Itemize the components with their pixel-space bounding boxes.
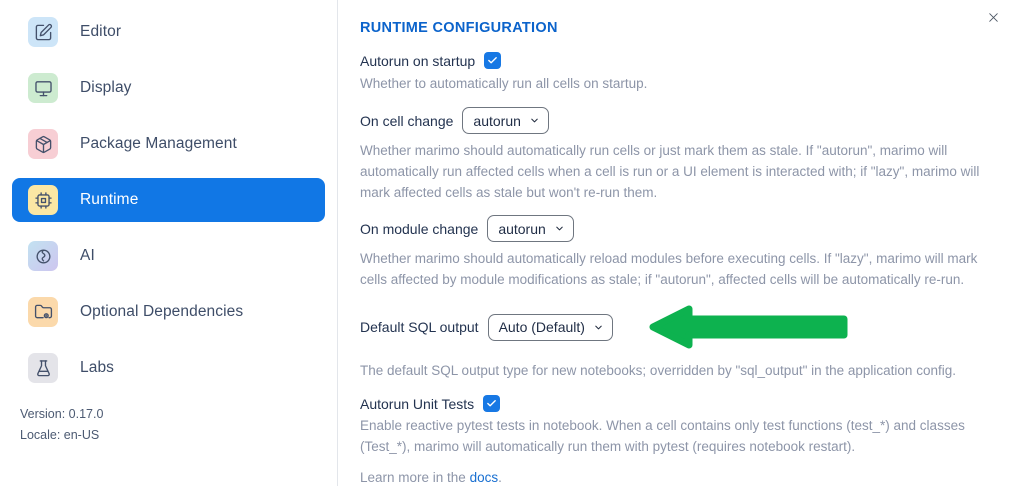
sidebar-item-ai[interactable] [12, 234, 325, 278]
package-icon [28, 129, 58, 159]
sidebar-item-label: Package Management [80, 135, 237, 152]
settings-sidebar [0, 0, 338, 486]
autorun-on-startup-checkbox[interactable] [484, 52, 501, 69]
sidebar-item-label: AI [80, 247, 95, 264]
default-sql-output-select[interactable] [488, 314, 613, 341]
edit-icon [28, 17, 58, 47]
autorun-unit-tests-description: Enable reactive pytest tests in notebook. When a cell contains only test functions (test_*) and classes (Test_*), marimo will automatically run them with pytest (requires notebook restart). [360, 418, 965, 454]
learn-more-text [360, 470, 992, 485]
learn-more-suffix: . [498, 470, 502, 485]
green-arrow-annotation-icon [644, 302, 854, 352]
sidebar-item-label: Editor [80, 23, 122, 40]
chevron-down-icon [593, 322, 604, 333]
page-title: RUNTIME CONFIGURATION [360, 20, 558, 36]
autorun-unit-tests-field [360, 395, 992, 412]
autorun-on-startup-field [360, 52, 992, 69]
sidebar-item-package-management[interactable] [12, 122, 325, 166]
sidebar-meta [12, 404, 325, 446]
runtime-configuration-panel [360, 0, 992, 485]
sidebar-item-labs[interactable] [12, 346, 325, 390]
chevron-down-icon [554, 223, 565, 234]
chevron-down-icon [529, 115, 540, 126]
learn-more-prefix: Learn more in the [360, 470, 470, 485]
sidebar-item-label: Optional Dependencies [80, 303, 244, 320]
close-button[interactable] [985, 9, 1001, 25]
checkmark-icon [486, 398, 497, 409]
checkmark-icon [487, 55, 498, 66]
sidebar-item-label: Labs [80, 359, 115, 376]
flask-icon [28, 353, 58, 383]
sidebar-item-optional-dependencies[interactable] [12, 290, 325, 334]
autorun-on-startup-description: Whether to automatically run all cells on startup. [360, 76, 648, 91]
sidebar-item-runtime[interactable] [12, 178, 325, 222]
on-cell-change-field [360, 107, 992, 134]
version-label: Version: 0.17.0 [20, 407, 104, 421]
sidebar-item-label: Display [80, 79, 132, 96]
autorun-unit-tests-label: Autorun Unit Tests [360, 395, 475, 412]
autorun-on-startup-label: Autorun on startup [360, 52, 476, 69]
docs-link[interactable]: docs [469, 470, 499, 485]
on-module-change-description: Whether marimo should automatically reload modules before executing cells. If "lazy", marimo will mark cells affected by module modifications as stale; if "autorun", affected cells will be automatically re-run. [360, 251, 978, 287]
cpu-icon [28, 185, 58, 215]
default-sql-output-description: The default SQL output type for new notebooks; overridden by "sql_output" in the application config. [360, 363, 956, 378]
on-cell-change-select[interactable] [462, 107, 548, 134]
monitor-icon [28, 73, 58, 103]
folder-icon [28, 297, 58, 327]
on-cell-change-description: Whether marimo should automatically run cells or just mark them as stale. If "autorun", marimo will automatically run affected cells when a cell is run or a UI element is interacted with; if "lazy", marimo will mark affected cells as stale but won't re-run them. [360, 143, 980, 200]
locale-label: Locale: en-US [20, 428, 100, 442]
sidebar-item-display[interactable] [12, 66, 325, 110]
on-module-change-select[interactable] [487, 215, 573, 242]
on-cell-change-value: autorun [473, 112, 521, 129]
on-module-change-field [360, 215, 992, 242]
default-sql-output-field [360, 302, 992, 352]
brain-icon [28, 241, 58, 271]
default-sql-output-value: Auto (Default) [498, 319, 585, 335]
on-module-change-label: On module change [360, 220, 479, 237]
default-sql-output-label: Default SQL output [360, 319, 479, 335]
sidebar-item-editor[interactable] [12, 10, 325, 54]
on-cell-change-label: On cell change [360, 112, 454, 129]
sidebar-item-label: Runtime [80, 191, 139, 208]
autorun-unit-tests-checkbox[interactable] [483, 395, 500, 412]
close-icon [987, 11, 1000, 24]
on-module-change-value: autorun [498, 220, 546, 237]
